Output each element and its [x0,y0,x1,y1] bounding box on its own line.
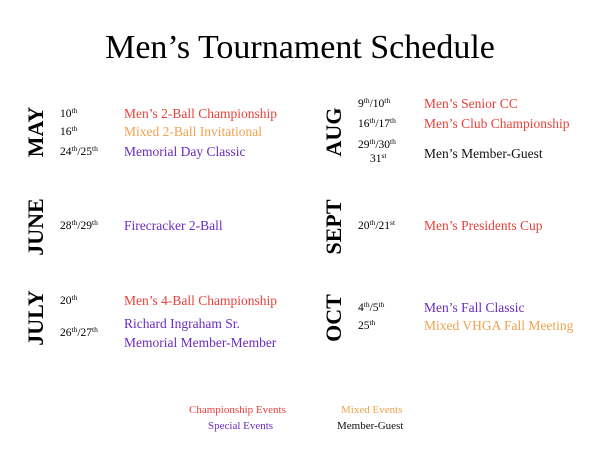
event-date: 26th/27th [60,325,98,339]
legend-member-guest: Member-Guest [337,420,404,432]
month-label-oct: OCT [321,294,346,342]
event-date: 10th [60,106,78,120]
event-date: 24th/25th [60,144,98,158]
page-title: Men’s Tournament Schedule [105,29,495,66]
month-label-may: MAY [23,106,48,158]
event-name: Men’s Senior CC [424,96,518,111]
event-date: 4th/5th [358,300,385,314]
event-name: Men’s Presidents Cup [424,218,543,233]
event-name: Mixed VHGA Fall Meeting [424,318,574,333]
event-date: 16th [60,124,78,138]
month-label-aug: AUG [321,107,346,157]
event-date: 31st [370,151,387,165]
event-name: Firecracker 2-Ball [124,218,223,233]
month-label-sept: SEPT [321,199,346,255]
legend-mixed: Mixed Events [341,404,403,416]
event-date: 9th/10th [358,96,391,110]
event-date: 20th [60,293,78,307]
legend-championship: Championship Events [189,404,286,416]
event-name: Men’s Member-Guest [424,146,543,161]
event-name: Men’s Club Championship [424,116,570,131]
event-date: 20th/21st [358,218,396,232]
event-date: 16th/17th [358,116,396,130]
event-name: Richard Ingraham Sr. [124,316,240,331]
event-name: Memorial Member-Member [124,335,277,350]
month-label-june: JUNE [23,198,48,256]
event-name: Mixed 2-Ball Invitational [124,124,262,139]
event-date: 29th/30th [358,137,396,151]
legend-special: Special Events [208,420,274,432]
event-name: Memorial Day Classic [124,144,246,159]
month-label-july: JULY [23,290,48,346]
event-date: 28th/29th [60,218,98,232]
event-name: Men’s Fall Classic [424,300,525,315]
event-date: 25th [358,318,376,332]
event-name: Men’s 4-Ball Championship [124,293,277,308]
event-name: Men’s 2-Ball Championship [124,106,277,121]
